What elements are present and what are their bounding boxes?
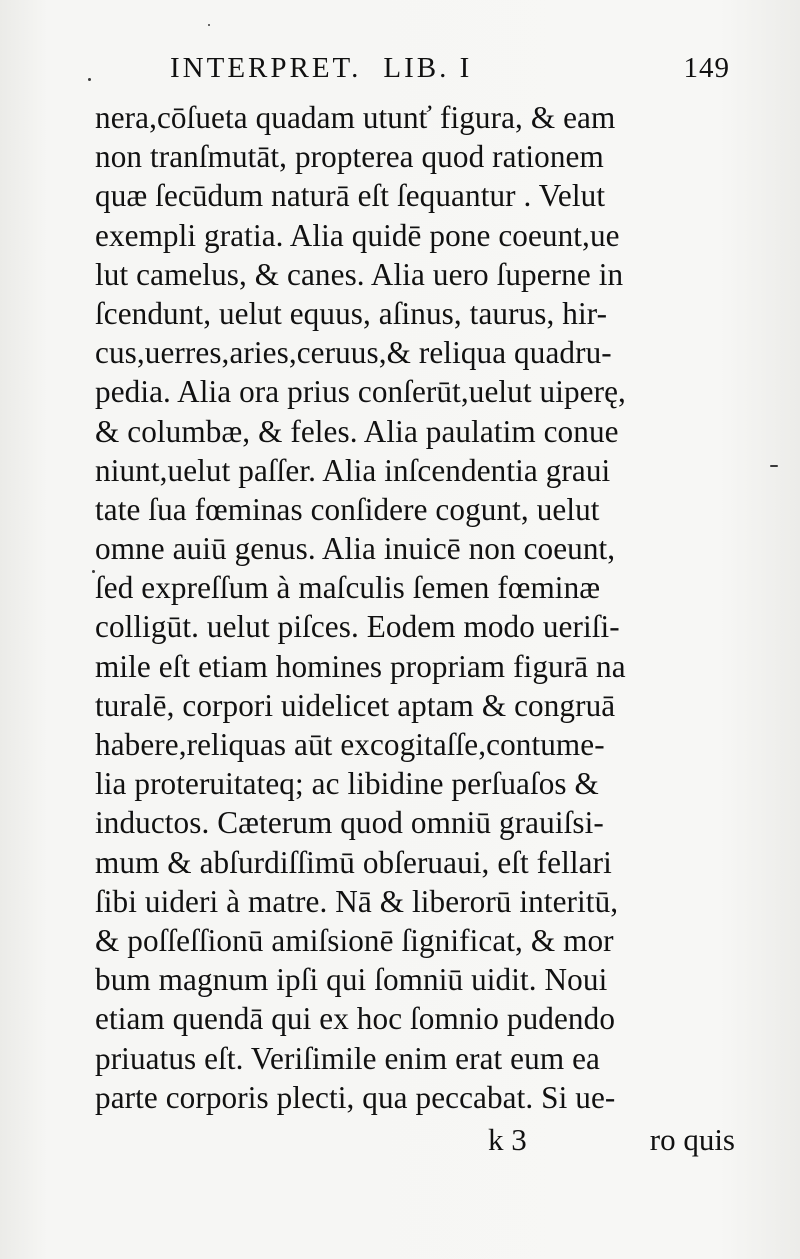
- text-line: mum & abſurdiſſimū obſeruaui, eſt fellari: [95, 844, 612, 880]
- running-head-book: LIB. I: [383, 52, 473, 84]
- page-number: 149: [683, 52, 730, 84]
- text-line: inductos. Cæterum quod omniū grauiſsi-: [95, 805, 604, 841]
- text-line: etiam quendā qui ex hoc ſomnio pudendo: [95, 1001, 616, 1037]
- text-line: tate ſua fœminas conſidere cogunt, uelut: [95, 491, 600, 527]
- ink-speck: [208, 24, 210, 26]
- text-line: & columbæ, & feles. Alia paulatim conue: [95, 413, 619, 449]
- ink-speck: [770, 465, 778, 467]
- text-line: ſibi uideri à matre. Nā & liberorū interitū,: [95, 883, 619, 919]
- text-line: mile eſt etiam homines propriam figurā na: [95, 648, 626, 684]
- text-line: ſed expreſſum à maſculis ſemen fœminæ: [95, 570, 601, 606]
- text-line: lia proteruitateq; ac libidine perſuaſos &: [95, 766, 599, 802]
- text-line: lut camelus, & canes. Alia uero ſuperne in: [95, 256, 624, 292]
- text-line: omne auiū genus. Alia inuicē non coeunt,: [95, 531, 616, 567]
- text-line: priuatus eſt. Veriſimile enim erat eum ea: [95, 1040, 600, 1076]
- text-line: non tranſmutāt, propterea quod rationem: [95, 139, 604, 175]
- text-line: niunt,uelut paſſer. Alia inſcendentia graui: [95, 452, 611, 488]
- text-line: parte corporis plecti, qua peccabat. Si ue-: [95, 1079, 616, 1115]
- text-line: ſcendunt, uelut equus, aſinus, taurus, hir-: [95, 295, 608, 331]
- text-line: & poſſeſſionū amiſsionē ſignificat, & mor: [95, 922, 614, 958]
- text-line: quæ ſecūdum naturā eſt ſequantur . Velut: [95, 178, 606, 214]
- running-head: [170, 52, 730, 92]
- ink-speck: [88, 78, 91, 81]
- text-line: exempli gratia. Alia quidē pone coeunt,ue: [95, 217, 620, 253]
- running-head-title: INTERPRET.: [170, 52, 362, 84]
- text-line: colligūt. uelut piſces. Eodem modo ueriſi-: [95, 609, 620, 645]
- catchword: ro quis: [649, 1122, 735, 1157]
- catchline: [480, 1122, 735, 1162]
- signature-mark: k 3: [488, 1122, 527, 1157]
- text-line: bum magnum ipſi qui ſomniū uidit. Noui: [95, 962, 608, 998]
- ink-speck: [92, 570, 95, 573]
- text-line: cus,uerres,aries,ceruus,& reliqua quadru-: [95, 335, 612, 371]
- text-line: nera,cōſueta quadam utunť figura, & eam: [95, 100, 616, 135]
- text-line: pedia. Alia ora prius conſerūt,uelut uiperę,: [95, 374, 626, 410]
- text-line: turalē, corpori uidelicet aptam & congruā: [95, 687, 616, 723]
- text-line: habere,reliquas aūt excogitaſſe,contume-: [95, 727, 605, 762]
- body-text: [95, 98, 735, 1117]
